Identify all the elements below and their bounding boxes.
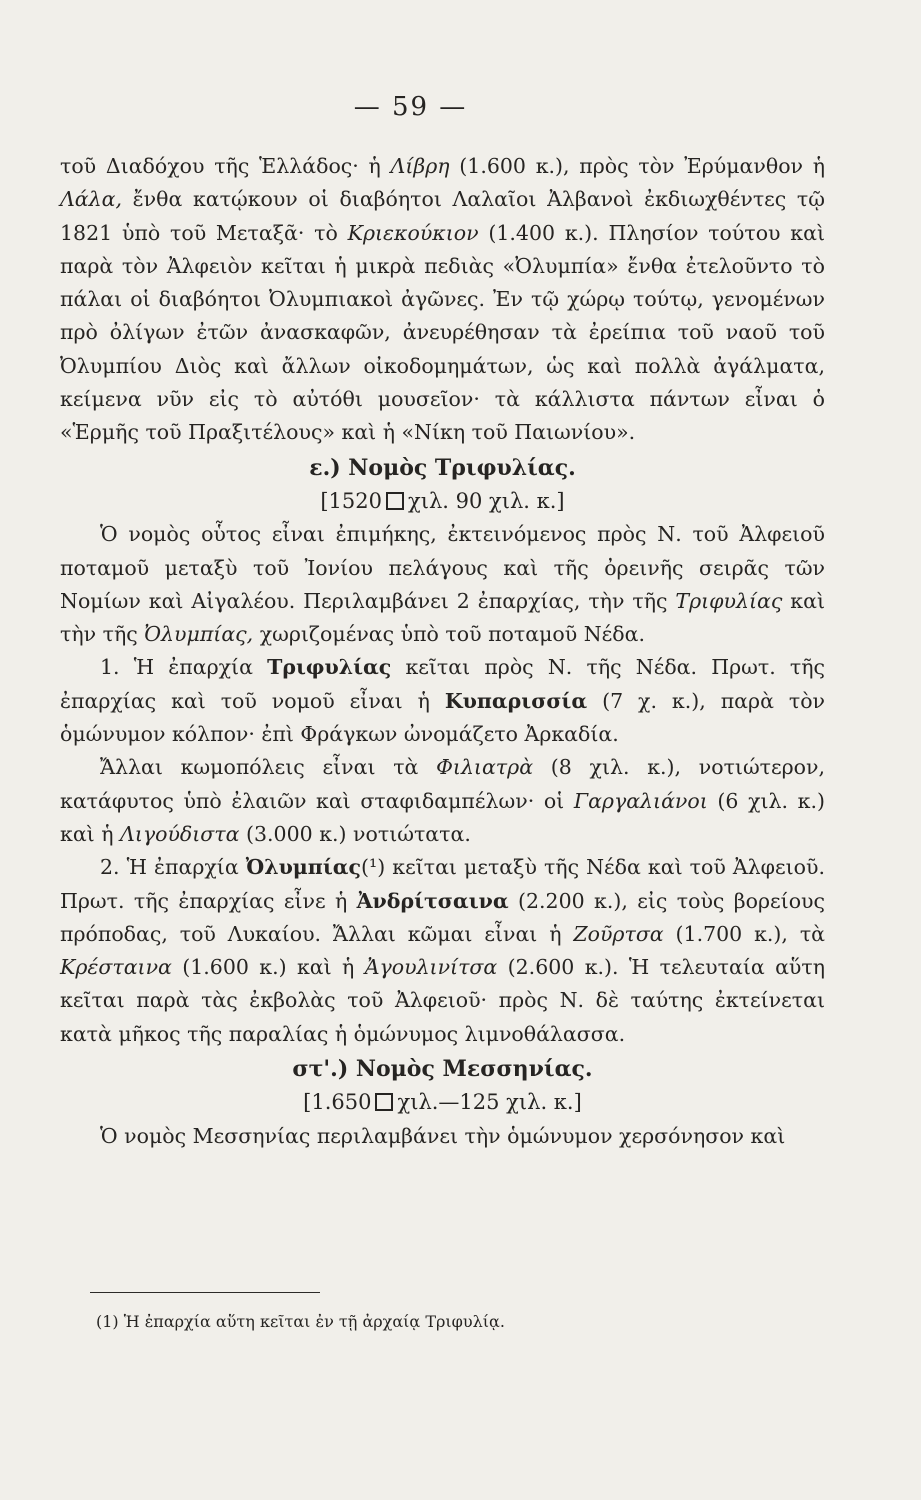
- page-number: — 59 —: [353, 92, 468, 122]
- place-name: Λιγούδιστα: [120, 821, 240, 846]
- text-run: (1.600 κ.) καὶ ἡ: [171, 955, 365, 980]
- text-run: (1.700 κ.), τὰ: [663, 921, 826, 946]
- place-name: Κρέσταινα: [60, 955, 172, 980]
- capital-name: Ἀνδρίτσαινα: [356, 888, 509, 913]
- place-name: Γαργαλιάνοι: [573, 788, 708, 813]
- text-run: κεῖται πρὸς Ν. τῆς Νέδα. Πρωτ. τῆς ἐπαρχίας καὶ τοῦ νομοῦ εἶναι ἡ: [60, 655, 825, 713]
- place-name: Ζοῦρτσα: [573, 921, 664, 946]
- body-text: [60, 150, 825, 1153]
- text-run: (1.600 κ.), πρὸς τὸν Ἐρύμανθον ἡ: [449, 154, 826, 178]
- text-run: (2.200 κ.), εἰς τοὺς βορείους πρόποδας, τοῦ Λυκαίου. Ἄλλαι κῶμαι εἶναι ἡ: [60, 888, 825, 946]
- footnote-marker: (¹): [361, 855, 386, 880]
- square-symbol-icon: [386, 492, 404, 510]
- section-area-messinia: [60, 1086, 825, 1119]
- area-value: [1.650: [303, 1090, 372, 1115]
- square-symbol-icon: [375, 1093, 393, 1111]
- area-unit: χιλ.—125 χιλ. κ.]: [397, 1090, 582, 1115]
- section-heading-messinia: στ'.) Νομὸς Μεσσηνίας.: [292, 1056, 593, 1083]
- text-run: (7 χ. κ.), παρὰ τὸν ὁμώνυμον κόλπον· ἐπὶ Φράγκων ὠνομάζετο Ἀρκαδία.: [60, 688, 825, 747]
- paragraph-item-1-towns: [60, 751, 825, 851]
- text-run: (8 χιλ. κ.), νοτιώτερον, κατάφυτος ὑπὸ ἐλαιῶν καὶ σταφιδαμπέλων· οἱ: [60, 755, 825, 813]
- place-name: Λάλα,: [60, 187, 123, 212]
- province-name: Τριφυλίας: [267, 655, 392, 680]
- paragraph-item-1: [60, 651, 825, 751]
- text-run: (6 χιλ. κ.) καὶ ἡ: [60, 788, 825, 846]
- footnote: (1) Ἡ ἐπαρχία αὕτη κεῖται ἐν τῇ ἀρχαίᾳ Τριφυλίᾳ.: [96, 1312, 505, 1331]
- paragraph-trifylia-intro: [60, 518, 825, 651]
- text-run: 2. Ἡ ἐπαρχία: [100, 855, 246, 880]
- section-heading-trifylia: ε.) Νομὸς Τριφυλίας.: [309, 454, 576, 481]
- text-run: (3.000 κ.) νοτιώτατα.: [239, 821, 471, 846]
- place-name: Λίβρη: [390, 154, 450, 178]
- text-run: κεῖται μεταξὺ τῆς Νέδα καὶ τοῦ Ἀλφειοῦ. Πρωτ. τῆς ἐπαρχίας εἶνε ἡ: [60, 855, 825, 913]
- paragraph-item-2: [60, 851, 825, 1051]
- section-area-trifylia: [60, 485, 825, 518]
- place-name: Φιλιατρὰ: [436, 755, 534, 780]
- capital-name: Κυπαρισσία: [444, 688, 588, 713]
- paragraph-messinia-intro: Ὁ νομὸς Μεσσηνίας περιλαμβάνει τὴν ὁμώνυμον χερσόνησον καὶ: [100, 1123, 786, 1148]
- text-run: τοῦ Διαδόχου τῆς Ἑλλάδος· ἡ: [60, 154, 391, 178]
- text-run: χωριζομένας ὑπὸ τοῦ ποταμοῦ Νέδα.: [253, 622, 645, 647]
- place-name: Κριεκούκιον: [347, 220, 479, 245]
- text-run: (1.400 κ.). Πλησίον τούτου καὶ παρὰ τὸν Ἀλφειὸν κεῖται ἡ μικρὰ πεδιὰς «Ὀλυμπία» ἔνθα ἐτελοῦντο τὸ πάλαι οἱ διαβόητοι Ὀλυμπιακοὶ ἀγῶνες. Ἐν τῷ χώρῳ τούτῳ, γενομένων πρὸ ὀλίγων ἐτῶν ἀνασκαφῶν, ἀνευρέθησαν τὰ ἐρείπια τοῦ ναοῦ τοῦ Ὀλυμπίου Διὸς καὶ ἄλλων οἰκοδομημάτων, ὡς καὶ πολλὰ ἀγάλματα, κείμενα νῦν εἰς τὸ αὐτόθι μουσεῖον· τὰ κάλλιστα πάντων εἶναι ὁ «Ἑρμῆς τοῦ Πραξιτέλους» καὶ ἡ «Νίκη τοῦ Παιωνίου».: [60, 220, 825, 445]
- area-unit: χιλ. 90 χιλ. κ.]: [408, 488, 565, 513]
- text-run: ἔνθα κατῴκουν οἱ διαβόητοι Λαλαῖοι Ἀλβανοὶ ἐκδιωχθέντες τῷ 1821 ὑπὸ τοῦ Μεταξᾶ· τὸ: [60, 187, 825, 245]
- text-run: Ἄλλαι κωμοπόλεις εἶναι τὰ: [100, 755, 437, 780]
- paragraph-elis: [60, 150, 825, 450]
- text-run: (2.600 κ.). Ἡ τελευταία αὕτη κεῖται παρὰ τὰς ἐκβολὰς τοῦ Ἀλφειοῦ· πρὸς Ν. δὲ ταύτης ἐκτείνεται κατὰ μῆκος τῆς παραλίας ἡ ὁμώνυμος λιμνοθάλασσα.: [60, 955, 825, 1046]
- area-value: [1520: [320, 488, 382, 513]
- place-name: Τριφυλίας: [675, 588, 783, 613]
- text-run: καὶ τὴν τῆς: [60, 588, 825, 647]
- province-name: Ὀλυμπίας: [245, 855, 361, 880]
- place-name: Ἀγουλινίτσα: [364, 955, 498, 980]
- footnote-divider: [90, 1292, 320, 1293]
- text-run: 1. Ἡ ἐπαρχία: [100, 655, 268, 680]
- text-run: Ὁ νομὸς οὗτος εἶναι ἐπιμήκης, ἐκτεινόμενος πρὸς Ν. τοῦ Ἀλφειοῦ ποταμοῦ μεταξὺ τοῦ Ἰονίου πελάγους καὶ τῆς ὀρεινῆς σειρᾶς τῶν Νομίων καὶ Αἰγαλέου. Περιλαμβάνει 2 ἐπαρχίας, τὴν τῆς: [60, 522, 825, 613]
- place-name: Ὀλυμπίας,: [144, 622, 254, 647]
